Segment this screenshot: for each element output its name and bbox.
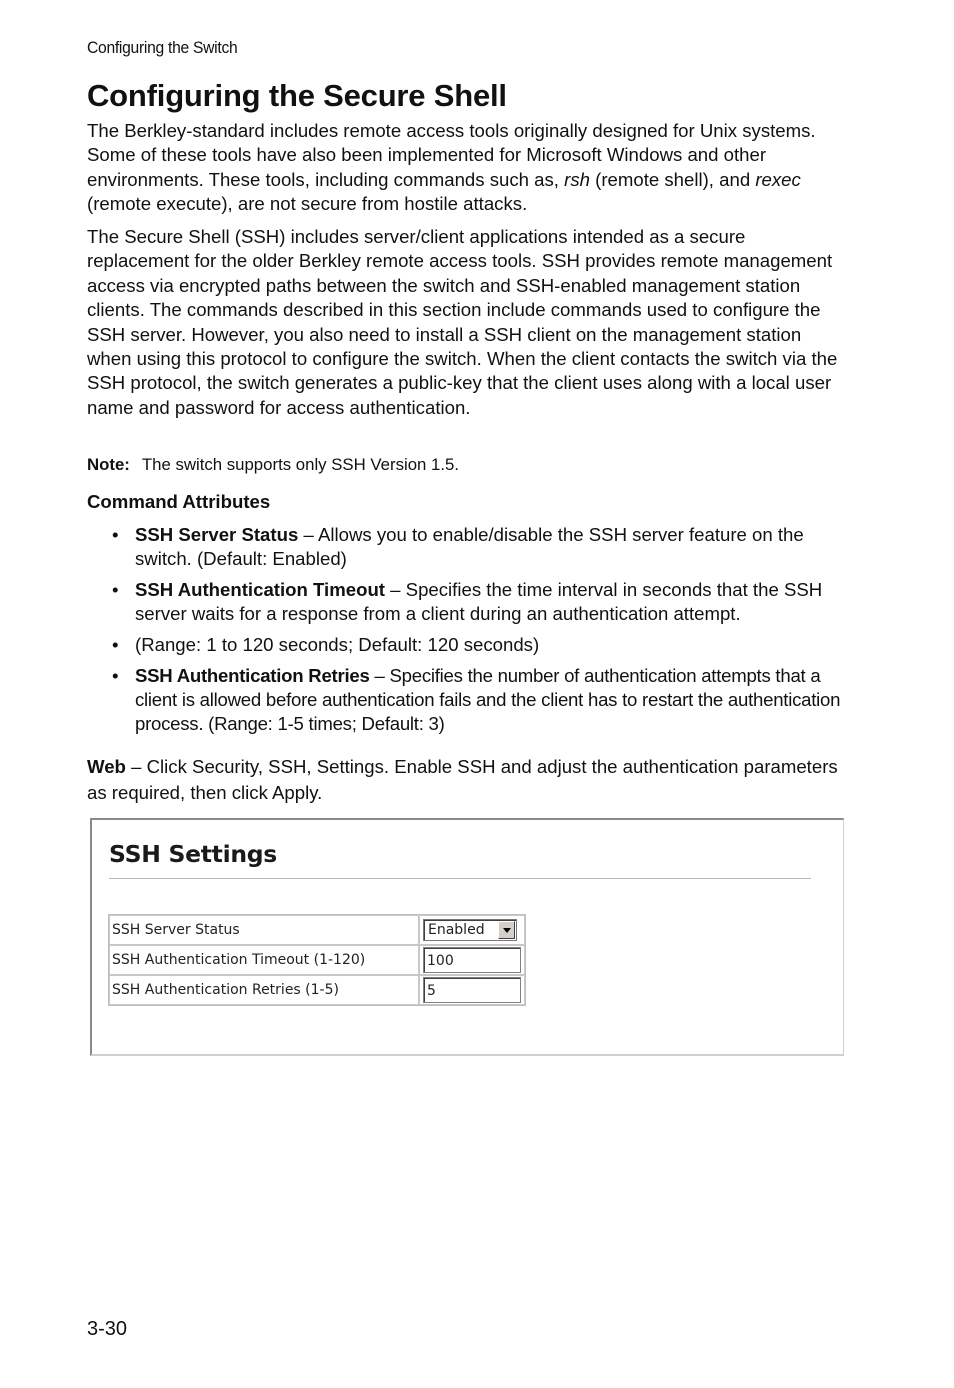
- attribute-term: SSH Authentication Timeout: [135, 579, 385, 600]
- web-label: Web: [87, 756, 126, 777]
- attribute-description: (Range: 1 to 120 seconds; Default: 120 seconds): [135, 634, 540, 655]
- web-instructions: [87, 754, 847, 806]
- attribute-term: SSH Authentication Retries: [135, 665, 370, 686]
- settings-table: [108, 914, 526, 1006]
- attribute-description: – Specifies the number of authentication attempts that a client is allowed before authentication fails and the client has to restart the authentication process. (Range: 1-5 times; Default: 3): [135, 665, 841, 734]
- list-item: [112, 664, 852, 736]
- intro-text-2: (remote shell), and: [589, 168, 756, 190]
- ssh-settings-screenshot: [90, 818, 844, 1056]
- ssh-server-status-select[interactable]: [423, 919, 517, 941]
- web-text: – Click Security, SSH, Settings. Enable SSH and adjust the authentication parameters as required, then click Apply.: [87, 756, 838, 803]
- rexec-command: rexec: [755, 168, 801, 190]
- note-text: The switch supports only SSH Version 1.5.: [141, 455, 460, 474]
- dropdown-arrow-icon[interactable]: [498, 921, 515, 939]
- ssh-server-status-label: SSH Server Status: [109, 915, 419, 945]
- bullet: •: [112, 665, 119, 686]
- ssh-auth-timeout-cell: [419, 945, 525, 975]
- note: [87, 455, 459, 475]
- ssh-auth-retries-input[interactable]: [423, 977, 521, 1003]
- table-row: [109, 975, 525, 1005]
- ssh-auth-timeout-input[interactable]: [423, 947, 521, 973]
- bullet: •: [112, 524, 119, 545]
- bullet: •: [112, 579, 119, 600]
- intro-text-1: The Berkley-standard includes remote access tools originally designed for Unix systems. Some of these tools have also been implemented for Microsoft Windows and other environments. These tools, including commands such as,: [87, 120, 816, 190]
- intro-text-3: (remote execute), are not secure from hostile attacks.: [87, 193, 528, 215]
- list-item: [112, 633, 852, 657]
- note-label: Note:: [87, 455, 130, 474]
- ssh-auth-retries-cell: [419, 975, 525, 1005]
- running-header: Configuring the Switch: [87, 38, 238, 57]
- rsh-command: rsh: [564, 168, 590, 190]
- ssh-auth-retries-label: SSH Authentication Retries (1-5): [109, 975, 419, 1005]
- ssh-server-status-cell: [419, 915, 525, 945]
- attribute-list: [112, 523, 852, 743]
- title-divider: [109, 878, 811, 880]
- table-row: [109, 945, 525, 975]
- ssh-auth-timeout-label: SSH Authentication Timeout (1-120): [109, 945, 419, 975]
- bullet: •: [112, 634, 119, 655]
- ssh-description-paragraph: The Secure Shell (SSH) includes server/client applications intended as a secure replacement for the older Berkley remote access tools. SSH provides remote management access via encrypted paths between the switch and SSH-enabled management station clients. The commands described in this section include commands used to configure the SSH server. However, you also need to install a SSH client on the management station when using this protocol to configure the switch. When the client contacts the switch via the SSH protocol, the switch generates a public-key that the client uses along with a local user name and password for access authentication.: [87, 226, 838, 418]
- select-value: Enabled: [428, 922, 485, 938]
- table-row: [109, 915, 525, 945]
- section-title: Configuring the Secure Shell: [87, 78, 507, 113]
- attribute-description: – Specifies the time interval in seconds that the SSH server waits for a response from a client during an authentication attempt.: [135, 579, 823, 624]
- intro-paragraph: [87, 119, 847, 217]
- page-number: 3-30: [87, 1318, 128, 1340]
- command-attributes-heading: Command Attributes: [87, 491, 271, 512]
- attribute-description: – Allows you to enable/disable the SSH server feature on the switch. (Default: Enabled): [135, 524, 804, 569]
- attribute-term: SSH Server Status: [135, 524, 299, 545]
- panel-title: SSH Settings: [109, 840, 277, 868]
- list-item: [112, 523, 852, 571]
- list-item: [112, 578, 852, 626]
